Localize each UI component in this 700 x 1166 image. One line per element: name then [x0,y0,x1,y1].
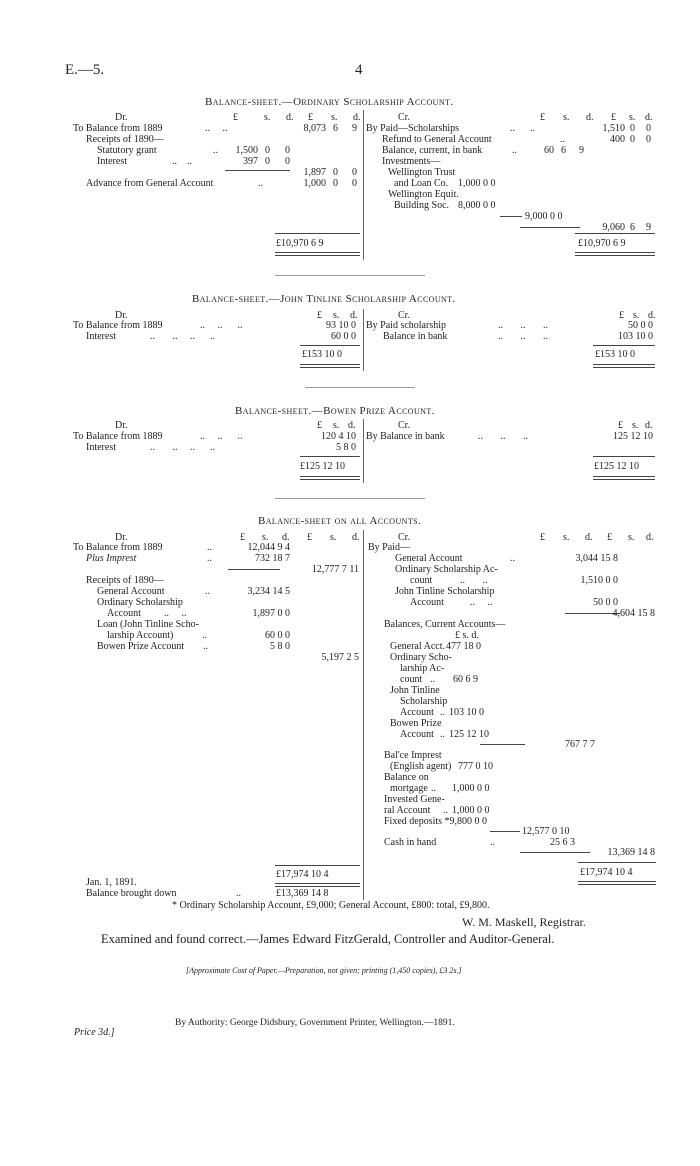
amount-shillings: 0 [265,145,270,156]
amount: 12,044 9 4 [247,542,290,553]
dr-label: Dr. [115,310,128,321]
row-label: Bowen Prize [390,718,442,729]
col-pence: d. [648,310,656,321]
amount-pounds: 1,500 [235,145,258,156]
amount-shillings: 6 [333,123,338,134]
amount: 125 12 10 [449,729,489,740]
total: £17,974 10 4 [276,869,329,880]
row-label: Ordinary Scho- [390,652,452,663]
col-pounds: £ [317,310,322,321]
section-title: Balance-sheet.—John Tinline Scholarship Account. [192,293,456,305]
row-label: Invested Gene- [384,794,445,805]
sub-header: £ s. d. [455,630,479,641]
section-title: Balance-sheet on all Accounts. [258,515,422,527]
col-shillings: s. [330,532,337,543]
amount: 1,000 0 0 [452,805,490,816]
row-label: Fixed deposits *9,800 0 0 [384,816,488,827]
dr-label: Dr. [115,532,128,543]
amount-pounds: 60 [544,145,554,156]
amount: 103 10 0 [618,331,653,342]
row-label: larship Account) [107,630,174,641]
amount-shillings: 0 [630,123,635,134]
row-label: John Tinline Scholarship [395,586,495,597]
amount-shillings: 6 [561,145,566,156]
amount: 5 8 0 [270,641,290,652]
section-title: Balance-sheet.—Ordinary Scholarship Account. [205,96,454,108]
row-label: Investments— [382,156,441,167]
col-pence: d. [282,532,290,543]
col-pounds: £ [308,112,313,123]
dr-label: Dr. [115,420,128,431]
row-label: To Balance from 1889 [73,431,163,442]
col-pounds: £ [240,532,245,543]
row-label: (English agent) [390,761,452,772]
amount-shillings: 0 [333,167,338,178]
row-label: General Account [395,553,463,564]
row-label: General Account [97,586,165,597]
amount: 13,369 14 8 [607,847,655,858]
amount-pence: 9 [579,145,584,156]
amount: 477 18 0 [446,641,481,652]
row-label: Scholarship [400,696,448,707]
amount: 12,777 7 11 [311,564,359,575]
total: £125 12 10 [300,461,345,472]
col-shillings: s. [264,112,271,123]
col-shillings: s. [633,310,640,321]
row-label: and Loan Co. [394,178,449,189]
amount: 8,000 0 0 [458,200,496,211]
row-label: Receipts of 1890— [86,575,164,586]
amount: 1,000 0 0 [452,783,490,794]
amount: 50 0 0 [593,597,618,608]
row-label: ral Account [384,805,431,816]
amount: 93 10 0 [326,320,356,331]
row-label: Ordinary Scholarship [97,597,183,608]
row-label: mortgage [390,783,428,794]
amount: 60 6 9 [453,674,478,685]
row-label: Balances, Current Accounts— [384,619,506,630]
amount: 732 18 7 [255,553,290,564]
col-shillings: s. [563,112,570,123]
total: £153 10 0 [302,349,342,360]
amount: 125 12 10 [613,431,653,442]
row-label: Account [107,608,141,619]
col-shillings: s. [632,420,639,431]
col-shillings: s. [333,310,340,321]
amount: 9,000 0 0 [525,211,563,222]
amount: 12,577 0 10 [522,826,570,837]
printer-authority: By Authority: George Didsbury, Government Printer, Wellington.—1891. [175,1018,455,1028]
row-label: To Balance from 1889 [73,123,163,134]
dr-label: Dr. [115,112,128,123]
row-label: Account [400,729,434,740]
col-pence: d. [286,112,294,123]
col-pounds: £ [611,112,616,123]
col-pounds: £ [307,532,312,543]
total: £125 12 10 [594,461,639,472]
amount-pounds: 9,060 [602,222,625,233]
amount-pence: 0 [285,145,290,156]
cr-label: Cr. [398,532,410,543]
row-label: Interest [97,156,127,167]
amount: 1,510 0 0 [580,575,618,586]
amount-pence: 0 [352,167,357,178]
balance-brought-down: £13,369 14 8 [276,888,329,899]
row-label: Interest [86,442,116,453]
col-pence: d. [646,532,654,543]
amount-shillings: 0 [333,178,338,189]
col-pence: d. [350,310,358,321]
amount-pounds: 397 [243,156,258,167]
amount: 60 0 0 [331,331,356,342]
col-pounds: £ [619,310,624,321]
row-label: count [410,575,433,586]
row-label: Receipts of 1890— [86,134,164,145]
row-label: To Balance from 1889 [73,320,163,331]
amount-pence: 0 [646,123,651,134]
price: Price 3d.] [74,1027,115,1038]
col-pence: d. [585,532,593,543]
total: £17,974 10 4 [580,867,633,878]
row-label: John Tinline [390,685,440,696]
row-label: Account [410,597,444,608]
row-label: Account [400,707,434,718]
amount-pounds: 1,000 [303,178,326,189]
col-pence: d. [645,420,653,431]
total: £10,970 6 9 [276,238,324,249]
registrar-signature: W. M. Maskell, Registrar. [462,915,586,929]
amount: 767 7 7 [565,739,595,750]
col-shillings: s. [629,112,636,123]
row-label: Balance brought down [86,888,177,899]
row-label: Bal'ce Imprest [384,750,442,761]
amount-shillings: 6 [630,222,635,233]
row-label: By Paid— [368,542,410,553]
cr-label: Cr. [398,310,410,321]
amount: 4,604 15 8 [612,608,655,619]
row-label: Advance from General Account [86,178,214,189]
col-pounds: £ [317,420,322,431]
row-label: Refund to General Account [382,134,492,145]
row-label: Balance on [384,772,429,783]
amount-pence: 0 [285,156,290,167]
amount-pounds: 8,073 [303,123,326,134]
col-pounds: £ [540,532,545,543]
amount: 60 0 0 [265,630,290,641]
col-pence: d. [586,112,594,123]
date: Jan. 1, 1891. [86,877,137,888]
cost-note: [Approximate Cost of Paper.—Preparation, not given; printing (1,450 copies), £3 2s.] [186,966,462,975]
amount: 50 0 0 [628,320,653,331]
footnote: * Ordinary Scholarship Account, £9,000; General Account, £800: total, £9,800. [172,900,490,911]
col-shillings: s. [333,420,340,431]
row-label: Bowen Prize Account [97,641,185,652]
row-label: General Acct. [390,641,445,652]
row-label: Interest [86,331,116,342]
amount-pence: 9 [646,222,651,233]
amount-pounds: 1,510 [602,123,625,134]
cr-label: Cr. [398,112,410,123]
amount: 5 8 0 [336,442,356,453]
row-label: Wellington Trust [388,167,456,178]
amount-pounds: 400 [610,134,625,145]
auditor-statement: Examined and found correct.—James Edward FitzGerald, Controller and Auditor-General. [101,932,555,946]
row-label: Building Soc. [394,200,450,211]
total: £153 10 0 [595,349,635,360]
amount-shillings: 0 [630,134,635,145]
col-pence: d. [348,420,356,431]
amount-pence: 9 [352,123,357,134]
col-pounds: £ [607,532,612,543]
row-label: Loan (John Tinline Scho- [97,619,199,630]
col-shillings: s. [331,112,338,123]
row-label: Plus Imprest [86,553,137,564]
col-pence: d. [353,112,361,123]
amount-pence: 0 [352,178,357,189]
col-shillings: s. [563,532,570,543]
row-label: By Paid scholarship [366,320,446,331]
row-label: Wellington Equit. [388,189,459,200]
col-pence: d. [352,532,360,543]
col-shillings: s. [628,532,635,543]
amount: 103 10 0 [449,707,484,718]
amount: 25 6 3 [550,837,575,848]
col-shillings: s. [262,532,269,543]
amount-shillings: 0 [265,156,270,167]
amount: 5,197 2 5 [321,652,359,663]
amount: 3,044 15 8 [575,553,618,564]
amount-pence: 0 [646,134,651,145]
col-pence: d. [645,112,653,123]
row-label: Balance in bank [383,331,448,342]
row-label: Ordinary Scholarship Ac- [395,564,498,575]
row-label: Cash in hand [384,837,437,848]
col-pounds: £ [233,112,238,123]
amount: 1,897 0 0 [252,608,290,619]
cr-label: Cr. [398,420,410,431]
page-number: 4 [355,62,363,78]
row-label: count [400,674,423,685]
total: £10,970 6 9 [578,238,626,249]
amount: 3,234 14 5 [247,586,290,597]
row-label: To Balance from 1889 [73,542,163,553]
row-label: Statutory grant [97,145,157,156]
row-label: larship Ac- [400,663,445,674]
document-code: E.—5. [65,62,105,78]
row-label: Balance, current, in bank [382,145,483,156]
amount: 120 4 10 [321,431,356,442]
row-label: By Paid—Scholarships [366,123,460,134]
section-title: Balance-sheet.—Bowen Prize Account. [235,405,435,417]
amount-pounds: 1,897 [303,167,326,178]
row-label: By Balance in bank [366,431,445,442]
col-pounds: £ [540,112,545,123]
amount: 1,000 0 0 [458,178,496,189]
amount: 777 0 10 [458,761,493,772]
col-pounds: £ [618,420,623,431]
